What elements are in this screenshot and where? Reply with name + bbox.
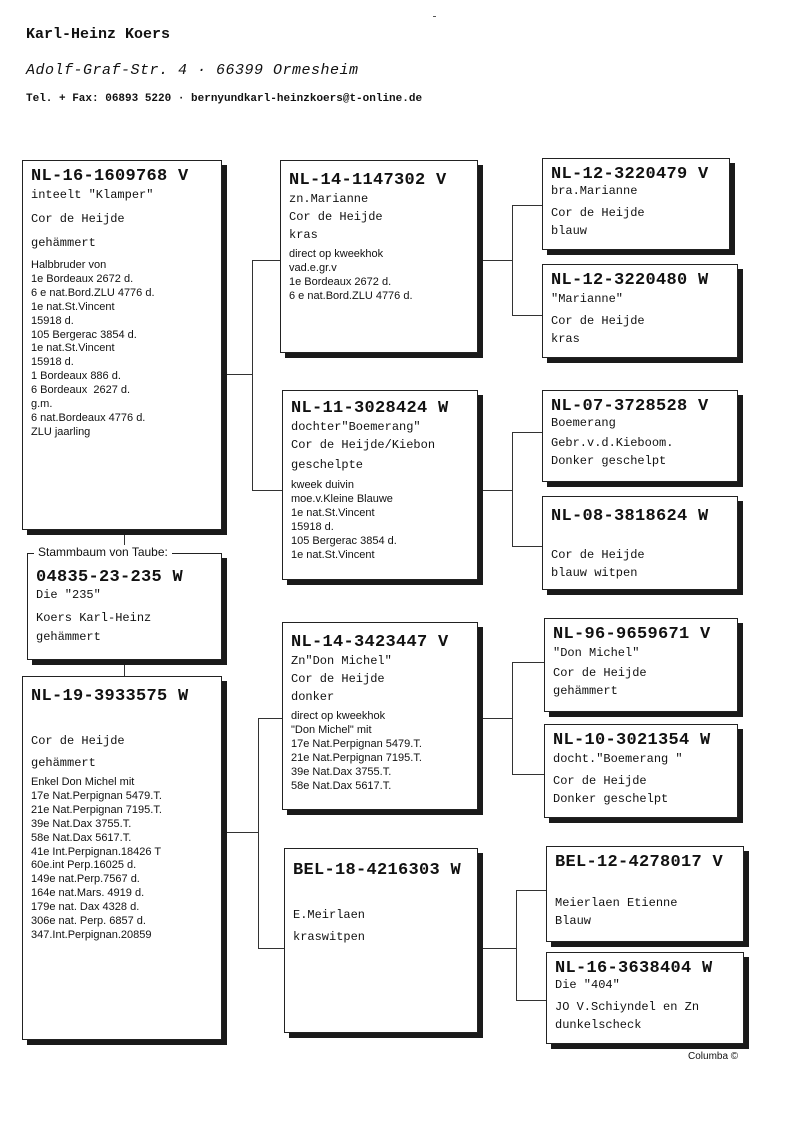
- breeder: Cor de Heijde: [553, 774, 647, 788]
- breeder: Cor de Heijde: [291, 672, 385, 686]
- brand-mark: Columba ©: [688, 1051, 739, 1062]
- connector: [252, 490, 282, 491]
- connector: [512, 774, 544, 775]
- breeder: Cor de Heijde: [551, 206, 645, 220]
- ring-number: NL-08-3818624 W: [551, 507, 709, 526]
- connector: [512, 546, 542, 547]
- color: Donker geschelpt: [553, 792, 669, 806]
- connector: [478, 948, 516, 949]
- connector: [252, 260, 282, 261]
- connector: [478, 260, 512, 261]
- ggp-fmm-card[interactable]: [542, 496, 738, 590]
- breeder: JO V.Schiyndel en Zn: [555, 1000, 700, 1014]
- ggp-mff-card[interactable]: [544, 618, 738, 712]
- pigeon-name: zn.Marianne: [289, 192, 369, 206]
- breeder: Gebr.v.d.Kieboom.: [551, 436, 674, 450]
- pigeon-name: [551, 530, 729, 544]
- breeder: Cor de Heijde: [551, 314, 645, 328]
- ring-number: NL-11-3028424 W: [291, 399, 449, 418]
- grandfather-paternal-card[interactable]: [280, 160, 478, 353]
- color: Donker geschelpt: [551, 454, 667, 468]
- pedigree-label: Stammbaum von Taube:: [34, 545, 172, 559]
- color: kras: [289, 228, 318, 242]
- ring-number: NL-16-3638404 W: [555, 959, 713, 978]
- breeder: Cor de Heijde: [551, 548, 645, 562]
- ring-number: BEL-18-4216303 W: [293, 861, 462, 880]
- connector: [512, 662, 544, 663]
- pigeon-name: "Don Michel": [553, 646, 640, 660]
- ring-number: NL-10-3021354 W: [553, 731, 711, 750]
- pigeon-name: dochter"Boemerang": [291, 420, 421, 434]
- pigeon-name: Die "404": [555, 978, 620, 992]
- breeder: Koers Karl-Heinz: [36, 611, 152, 625]
- grandmother-paternal-card[interactable]: [282, 390, 478, 580]
- pigeon-name: Die "235": [36, 588, 101, 602]
- connector: [516, 890, 546, 891]
- connector: [516, 1000, 546, 1001]
- performance-notes: direct op kweekhok vad.e.gr.v 1e Bordeaux 2672 d. 6 e nat.Bord.ZLU 4776 d.: [289, 248, 413, 302]
- connector: [478, 718, 512, 719]
- pigeon-name: Zn"Don Michel": [291, 654, 392, 668]
- connector: [222, 832, 258, 833]
- owner-contact: Tel. + Fax: 06893 5220 · bernyundkarl-heinzkoers@t-online.de: [26, 93, 423, 105]
- connector: [258, 718, 259, 948]
- ring-number: NL-14-1147302 V: [289, 171, 447, 190]
- color: dunkelscheck: [555, 1018, 642, 1032]
- color: donker: [291, 690, 335, 704]
- connector: [478, 490, 512, 491]
- color: gehämmert: [31, 756, 96, 770]
- breeder: Cor de Heijde: [31, 734, 125, 748]
- pigeon-name: inteelt "Klamper": [31, 188, 154, 202]
- performance-notes: Enkel Don Michel mit 17e Nat.Perpignan 5479.T. 21e Nat.Perpignan 7195.T. 39e Nat.Dax 3755.T. 58e Nat.Dax 5617.T. 41e Int.Perpignan.18426 T 60e.int Perp.16025 d. 149e nat.Perp.7567 d. 164e nat.Mars. 4919 d. 179e nat. Dax 4328 d. 306e nat. Perp. 6857 d. 347.Int.Perpignan.20859: [31, 776, 162, 941]
- color: blauw witpen: [551, 566, 638, 580]
- color: Blauw: [555, 914, 592, 928]
- connector: [516, 890, 517, 1000]
- connector: [258, 948, 284, 949]
- color: blauw: [551, 224, 588, 238]
- owner-name: Karl-Heinz Koers: [26, 26, 171, 43]
- performance-notes: kweek duivin moe.v.Kleine Blauwe 1e nat.St.Vincent 15918 d. 105 Bergerac 3854 d. 1e nat.St.Vincent: [291, 479, 397, 561]
- pigeon-name: "Marianne": [551, 292, 624, 306]
- breeder: Cor de Heijde/Kiebon: [291, 438, 436, 452]
- color: kraswitpen: [293, 930, 366, 944]
- pigeon-name: Boemerang: [551, 416, 616, 430]
- performance-notes: Halbbruder von 1e Bordeaux 2672 d. 6 e nat.Bord.ZLU 4776 d. 1e nat.St.Vincent 15918 d. 105 Bergerac 3854 d. 1e nat.St.Vincent 15918 d. 1 Bordeaux 886 d. 6 Bordeaux 2627 d. g.m. 6 nat.Bordeaux 4776 d. ZLU jaarling: [31, 259, 155, 438]
- performance-notes: direct op kweekhok "Don Michel" mit 17e Nat.Perpignan 5479.T. 21e Nat.Perpignan 7195.T. 39e Nat.Dax 3755.T. 58e Nat.Dax 5617.T.: [291, 710, 422, 792]
- ring-number: 04835-23-235 W: [36, 568, 184, 587]
- color: gehämmert: [553, 684, 618, 698]
- ring-number: NL-12-3220480 W: [551, 271, 709, 290]
- ggp-fff-card[interactable]: [542, 158, 730, 250]
- color: kras: [551, 332, 580, 346]
- pigeon-name: [293, 890, 469, 904]
- ring-number: NL-12-3220479 V: [551, 165, 709, 184]
- connector: [222, 374, 252, 375]
- connector: [512, 432, 513, 546]
- ggp-mmf-card[interactable]: [546, 846, 744, 942]
- ggp-mfm-card[interactable]: [544, 724, 738, 818]
- breeder: E.Meirlaen: [293, 908, 366, 922]
- pigeon-name: docht."Boemerang ": [553, 752, 683, 766]
- connector: [512, 205, 513, 315]
- connector: [512, 315, 542, 316]
- ggp-fmf-card[interactable]: [542, 390, 738, 482]
- scan-speck: [433, 16, 436, 17]
- ring-number: NL-19-3933575 W: [31, 687, 189, 706]
- connector: [512, 205, 542, 206]
- father-card[interactable]: [22, 160, 222, 530]
- ggp-ffm-card[interactable]: [542, 264, 738, 358]
- color: gehämmert: [31, 236, 96, 250]
- ring-number: BEL-12-4278017 V: [555, 853, 724, 872]
- breeder: Meierlaen Etienne: [555, 896, 678, 910]
- breeder: Cor de Heijde: [31, 212, 125, 226]
- mother-card[interactable]: [22, 676, 222, 1040]
- subject-card[interactable]: [27, 553, 222, 660]
- grandmother-maternal-card[interactable]: [284, 848, 478, 1033]
- connector: [252, 260, 253, 490]
- breeder: Cor de Heijde: [553, 666, 647, 680]
- connector: [512, 432, 542, 433]
- owner-address: Adolf-Graf-Str. 4 · 66399 Ormesheim: [26, 62, 359, 79]
- color: gehämmert: [36, 630, 101, 644]
- connector: [124, 660, 125, 676]
- ring-number: NL-07-3728528 V: [551, 397, 709, 416]
- color: geschelpte: [291, 458, 364, 472]
- connector: [258, 718, 284, 719]
- breeder: Cor de Heijde: [289, 210, 383, 224]
- ggp-mmm-card[interactable]: [546, 952, 744, 1044]
- pigeon-name: [555, 880, 735, 894]
- pigeon-name: bra.Marianne: [551, 184, 638, 198]
- connector: [512, 662, 513, 774]
- ring-number: NL-96-9659671 V: [553, 625, 711, 644]
- grandfather-maternal-card[interactable]: [282, 622, 478, 810]
- pigeon-name: [31, 714, 213, 728]
- ring-number: NL-16-1609768 V: [31, 167, 189, 186]
- ring-number: NL-14-3423447 V: [291, 633, 449, 652]
